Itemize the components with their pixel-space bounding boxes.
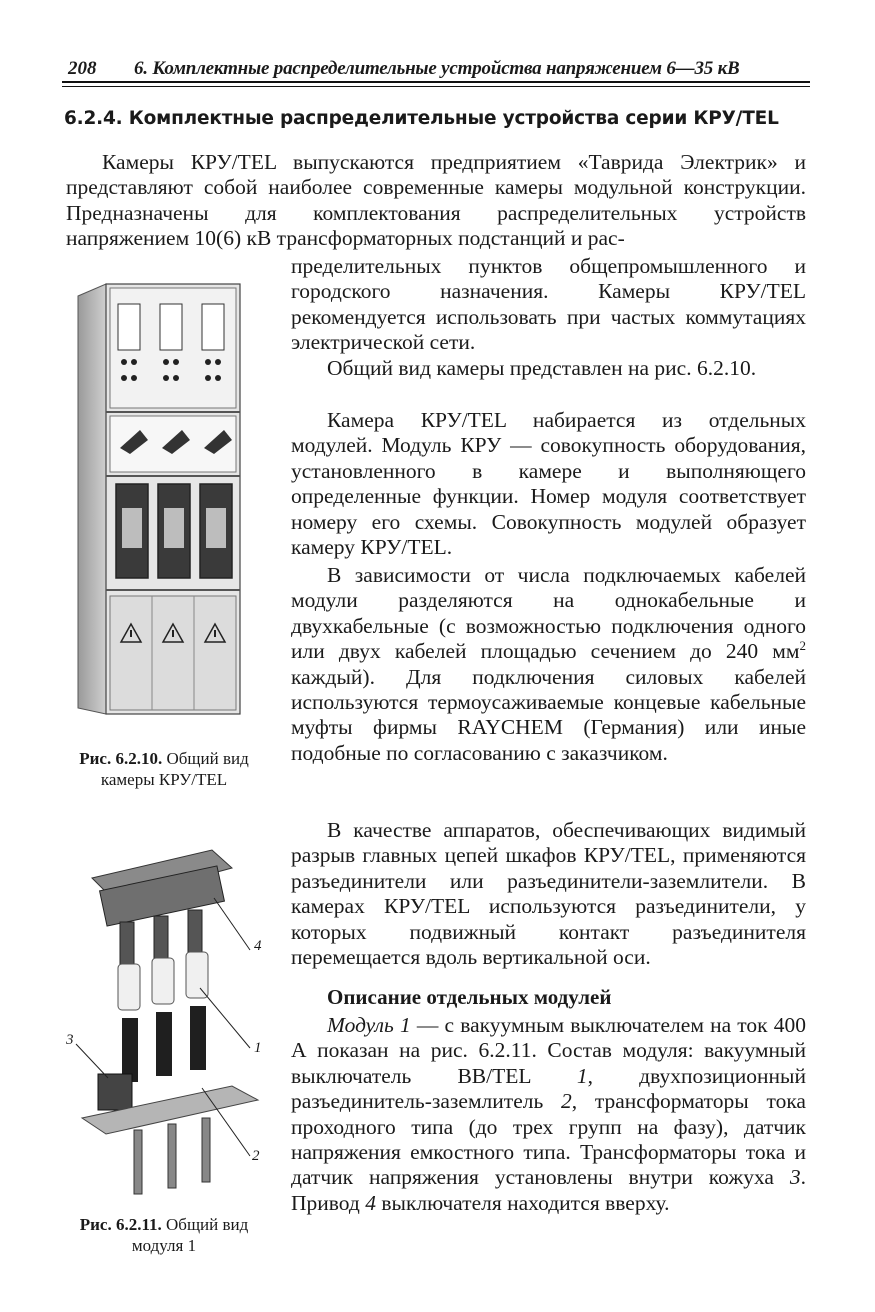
ref-2: 2: [561, 1089, 572, 1114]
ref-1: 1: [576, 1063, 588, 1088]
module-text-3: , трансформаторы тока проходного типа (до трех групп на фазу), датчик напряжения емкостного типа. Трансформаторы тока и датчик напряжения установлены внутри кожуха: [291, 1089, 806, 1190]
page-number: 208: [68, 58, 97, 79]
callout-3: 3: [66, 1032, 74, 1048]
cables-text-a: В зависимости от числа подключаемых кабелей модули разделяются на однокабельные и двухкабельные (с возможностью подключения одного или двух кабелей площадью сечением до 240 мм: [291, 563, 806, 664]
figure-label: Рис. 6.2.11.: [79, 1215, 162, 1234]
figure-caption-6-2-11: [62, 1214, 266, 1256]
running-header: [62, 54, 810, 94]
callout-1: 1: [254, 1040, 262, 1056]
paragraph-intro-cont: пределительных пунктов общепромышленного и городского назначения. Камеры КРУ/TEL рекомендуется использовать при частых коммутациях электрической сети.: [291, 254, 806, 355]
ref-3: 3: [789, 1165, 801, 1190]
figure-label: Рис. 6.2.10.: [79, 749, 163, 768]
paragraph-modules: Камера КРУ/TEL набирается из отдельных модулей. Модуль КРУ — совокупность оборудования, установленного в камере и выполняющего определенные функции. Номер модуля соответствует номеру его схемы. Совокупность модулей образует камеру КРУ/TEL.: [291, 408, 806, 560]
module-text-5: выключателя находится вверху.: [375, 1190, 670, 1215]
caption-text: Общий вид модуля 1: [131, 1215, 249, 1255]
superscript: 2: [799, 638, 806, 654]
subheading: Описание отдельных модулей: [327, 985, 612, 1009]
module-text-2: , двухпозиционный разъединитель-заземлитель: [291, 1063, 806, 1114]
ref-4: 4: [365, 1190, 376, 1215]
caption-text: Общий вид камеры КРУ/TEL: [100, 749, 249, 789]
paragraph-intro: Камеры КРУ/TEL выпускаются предприятием «Таврида Электрик» и представляют собой наиболее современные камеры модульной конструкции. Предназначены для комплектования распределительных устройств напряжением 10(6) кВ трансформаторных подстанций и рас-: [66, 150, 806, 251]
module-term: Модуль 1: [327, 1013, 411, 1037]
module-text-4: . Привод: [291, 1165, 806, 1215]
callout-2: 2: [252, 1148, 260, 1164]
paragraph-module-1: [291, 1013, 806, 1216]
running-title: 6. Комплектные распределительные устройства напряжением 6—35 кВ: [134, 58, 740, 79]
paragraph-general-view: Общий вид камеры представлен на рис. 6.2.10.: [327, 356, 757, 380]
figure-caption-6-2-10: [62, 748, 266, 790]
module-text-1: — с вакуумным выключателем на ток 400 А показан на рис. 6.2.11. Состав модуля: вакуумный выключатель ВВ/TEL: [291, 1013, 806, 1088]
callout-4: 4: [254, 938, 262, 954]
module-figure: [62, 838, 272, 1210]
switchgear-cabinet-figure: [70, 278, 250, 724]
header-rule-thin: [62, 86, 810, 87]
paragraph-cables: [291, 563, 806, 766]
paragraph-disconnectors: В качестве аппаратов, обеспечивающих видимый разрыв главных цепей шкафов КРУ/TEL, применяются разъединители или разъединители-заземлители. В камерах КРУ/TEL используются разъединители, у которых подвижный контакт разъединителя перемещается вдоль вертикальной оси.: [291, 818, 806, 970]
header-rule-thick: [62, 81, 810, 83]
section-title: 6.2.4. Комплектные распределительные устройства серии КРУ/TEL: [64, 108, 779, 129]
cables-text-b: каждый). Для подключения силовых кабелей используются термоусаживаемые концевые кабельные муфты фирмы RAYCHEM (Германия) или иные подобные по согласованию с заказчиком.: [291, 664, 806, 765]
